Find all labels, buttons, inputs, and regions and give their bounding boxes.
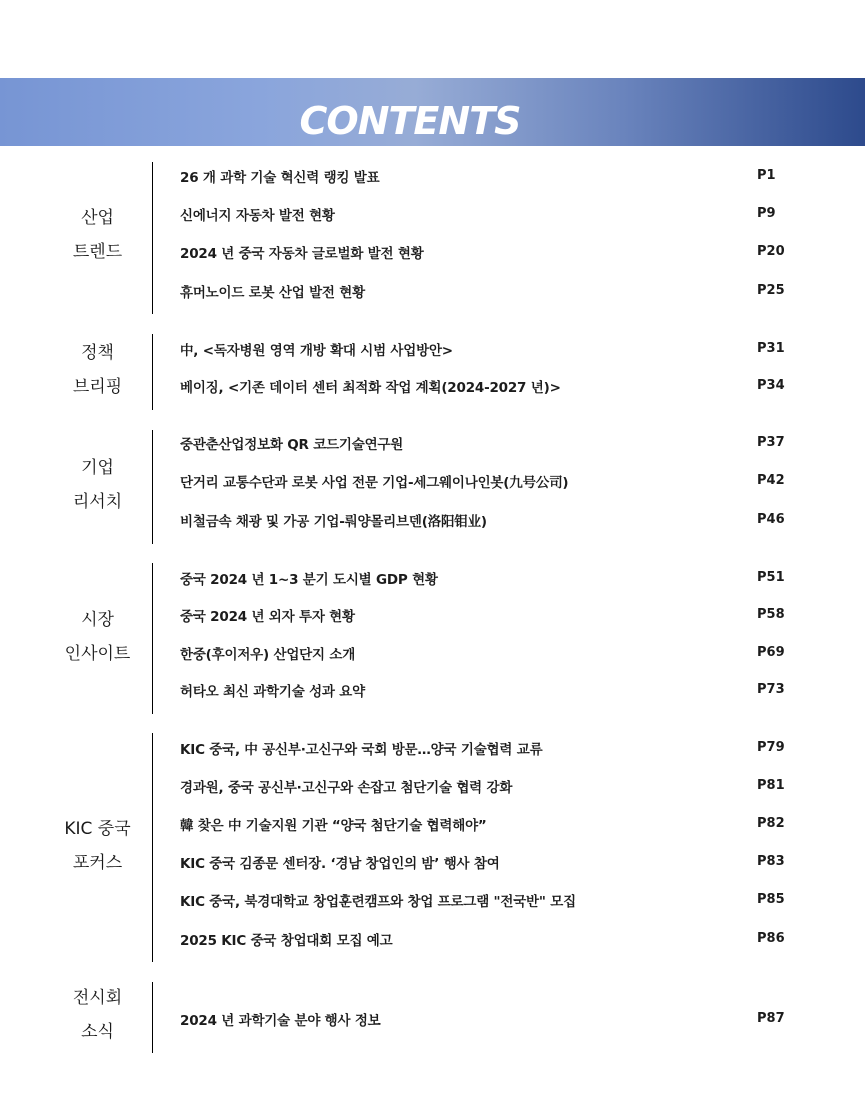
toc-entry-page: P58 — [757, 607, 785, 622]
section-label-line2: 포커스 — [72, 853, 123, 873]
toc-entry-page: P25 — [757, 283, 785, 298]
toc-entry[interactable] — [180, 680, 800, 704]
toc-entry-page: P81 — [757, 778, 785, 793]
section-label-line1: 정책 — [81, 343, 114, 363]
toc-entry[interactable] — [180, 643, 800, 667]
toc-entry-title: KIC 중국 김종문 센터장. ‘경남 창업인의 밤’ 행사 참여 — [180, 856, 500, 872]
toc-entry-page: P46 — [757, 512, 785, 527]
toc-entry-title: 중관춘산업정보화 QR 코드기술연구원 — [180, 437, 404, 453]
toc-entry[interactable] — [180, 605, 800, 629]
toc-entry-title: 26 개 과학 기술 혁신력 랭킹 발표 — [180, 170, 380, 186]
toc-entry-title: 베이징, <기존 데이터 센터 최적화 작업 계획(2024-2027 년)> — [180, 380, 561, 396]
section-label — [40, 451, 155, 519]
toc-entry-title: 한중(후이저우) 산업단지 소개 — [180, 647, 356, 663]
toc-entry-title: 휴머노이드 로봇 산업 발전 현황 — [180, 285, 365, 301]
section-label-line1: 산업 — [81, 208, 114, 228]
toc-entry[interactable] — [180, 776, 800, 800]
toc-entry-title: 韓 찾은 中 기술지원 기관 “양국 첨단기술 협력해야” — [180, 818, 487, 834]
toc-entry[interactable] — [180, 433, 800, 457]
toc-entry[interactable] — [180, 890, 800, 914]
toc-entry[interactable] — [180, 204, 800, 228]
toc-entry-page: P37 — [757, 435, 785, 450]
toc-entry[interactable] — [180, 510, 800, 534]
toc-entry[interactable] — [180, 281, 800, 305]
toc-entry-page: P42 — [757, 473, 785, 488]
section-label — [40, 603, 155, 671]
toc-entry[interactable] — [180, 929, 800, 953]
toc-entry-title: KIC 중국, 북경대학교 창업훈련캠프와 창업 프로그램 "전국반" 모집 — [180, 894, 576, 910]
toc-entry-title: 경과원, 중국 공신부·고신구와 손잡고 첨단기술 협력 강화 — [180, 780, 513, 796]
section-label — [40, 981, 155, 1049]
contents-title: CONTENTS — [299, 99, 521, 143]
toc-entry-title: 2025 KIC 중국 창업대회 모집 예고 — [180, 933, 393, 949]
section-label-line2: 인사이트 — [64, 644, 131, 664]
toc-entry[interactable] — [180, 1009, 800, 1033]
toc-entry[interactable] — [180, 738, 800, 762]
toc-entry-page: P9 — [757, 206, 776, 221]
toc-entry-title: 2024 년 중국 자동차 글로벌화 발전 현황 — [180, 246, 424, 262]
toc-entry-page: P83 — [757, 854, 785, 869]
toc-entry-page: P34 — [757, 378, 785, 393]
toc-entry-title: 中, <독자병원 영역 개방 확대 시범 사업방안> — [180, 343, 453, 359]
toc-entry-page: P79 — [757, 740, 785, 755]
toc-entry-title: 2024 년 과학기술 분야 행사 정보 — [180, 1013, 381, 1029]
toc-entry[interactable] — [180, 166, 800, 190]
toc-entry-page: P73 — [757, 682, 785, 697]
toc-entry-page: P85 — [757, 892, 785, 907]
toc-entry[interactable] — [180, 568, 800, 592]
toc-entry-title: 신에너지 자동차 발전 현황 — [180, 208, 335, 224]
toc-entry[interactable] — [180, 814, 800, 838]
toc-entry-page: P31 — [757, 341, 785, 356]
section-label-line1: 기업 — [81, 458, 114, 478]
section-label-line2: 소식 — [81, 1022, 114, 1042]
toc-entry[interactable] — [180, 242, 800, 266]
section-label-line2: 브리핑 — [72, 377, 123, 397]
toc-entry-title: KIC 중국, 中 공신부·고신구와 국회 방문…양국 기술협력 교류 — [180, 742, 543, 758]
section-label-line1: KIC 중국 — [64, 819, 131, 839]
toc-entry-page: P86 — [757, 931, 785, 946]
toc-entry[interactable] — [180, 339, 800, 363]
toc-entry-page: P82 — [757, 816, 785, 831]
section-label — [40, 201, 155, 269]
contents-banner — [0, 78, 865, 146]
toc-entry-page: P69 — [757, 645, 785, 660]
toc-entry-title: 중국 2024 년 1~3 분기 도시별 GDP 현황 — [180, 572, 438, 588]
toc-entry-title: 중국 2024 년 외자 투자 현황 — [180, 609, 355, 625]
toc-entry-page: P51 — [757, 570, 785, 585]
toc-entry-title: 허타오 최신 과학기술 성과 요약 — [180, 684, 365, 700]
section-label — [40, 812, 155, 880]
toc-entry[interactable] — [180, 471, 800, 495]
section-label — [40, 336, 155, 404]
toc-entry-page: P1 — [757, 168, 776, 183]
toc-entry-title: 단거리 교통수단과 로봇 사업 전문 기업-세그웨이나인봇(九号公司) — [180, 475, 569, 491]
toc-entry-title: 비철금속 채광 및 가공 기업-뤄양몰리브덴(洛阳钼业) — [180, 514, 487, 530]
section-label-line2: 리서치 — [72, 492, 123, 512]
toc-entry[interactable] — [180, 376, 800, 400]
section-label-line2: 트렌드 — [72, 242, 123, 262]
toc-entry-page: P20 — [757, 244, 785, 259]
section-label-line1: 시장 — [81, 610, 114, 630]
toc-entry-page: P87 — [757, 1011, 785, 1026]
section-label-line1: 전시회 — [72, 988, 123, 1008]
toc-entry[interactable] — [180, 852, 800, 876]
